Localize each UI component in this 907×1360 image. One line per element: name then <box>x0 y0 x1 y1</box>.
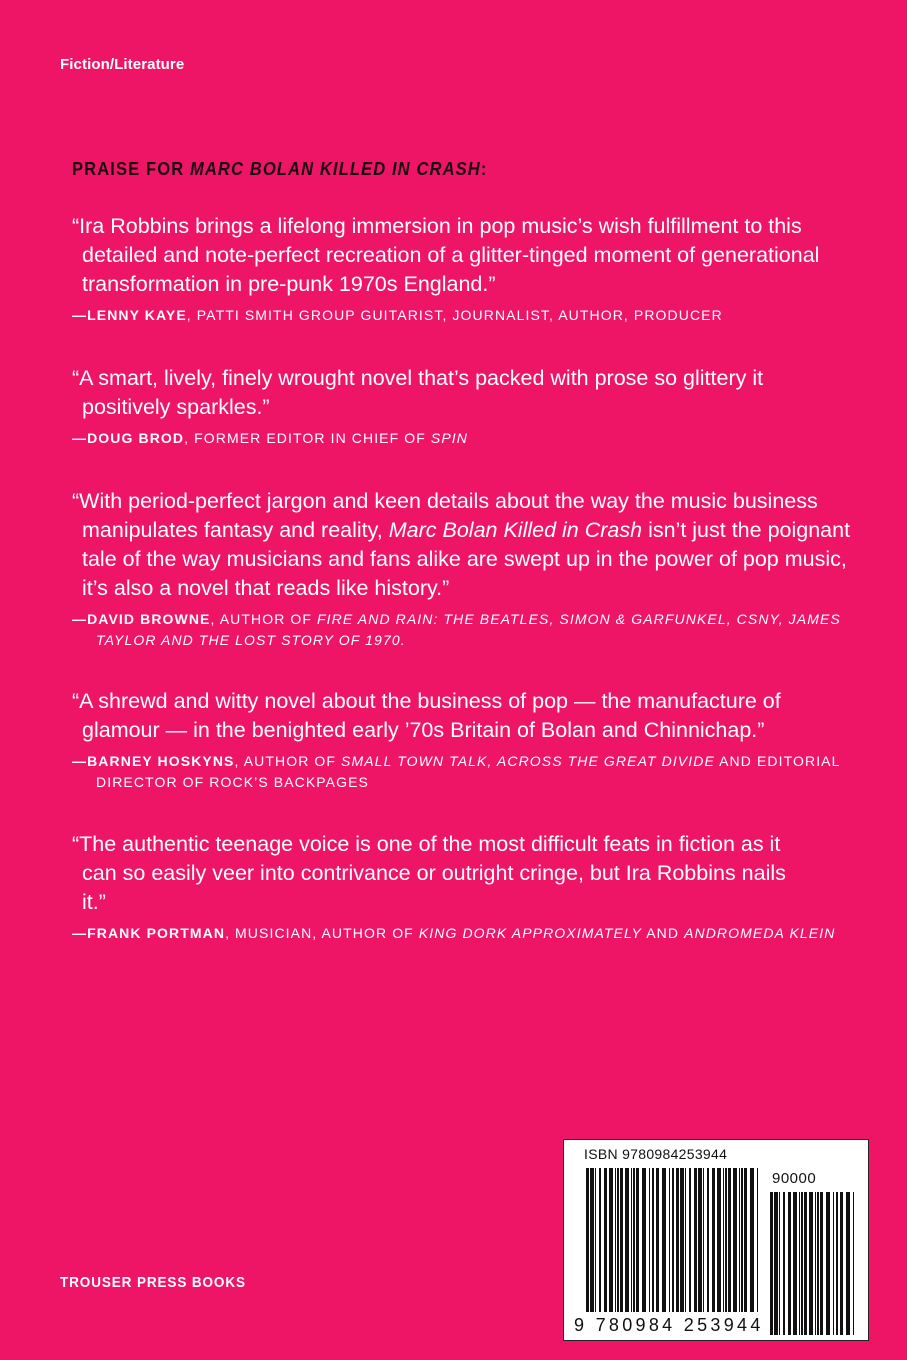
barcode-bar <box>815 1192 816 1335</box>
barcode-bar <box>689 1168 691 1312</box>
praise-heading-prefix: PRAISE FOR <box>72 159 190 179</box>
attribution-name: —BARNEY HOSKYNS <box>72 753 235 769</box>
barcode-bar <box>717 1168 721 1312</box>
barcode-bar <box>604 1168 607 1312</box>
barcode-bar <box>793 1192 797 1335</box>
barcode-bar <box>817 1192 819 1335</box>
barcode-bar <box>826 1192 830 1335</box>
blurb-lenny-kaye <box>72 212 852 326</box>
barcode-bars <box>564 1140 868 1340</box>
barcode-bar <box>633 1168 635 1312</box>
barcode-bar <box>733 1168 737 1312</box>
blurb-text <box>72 487 852 603</box>
barcode-bar <box>779 1192 780 1335</box>
attribution-role: , FORMER EDITOR IN CHIEF OF <box>184 430 431 446</box>
barcode-bar <box>723 1168 724 1312</box>
praise-heading-suffix: : <box>480 159 488 179</box>
barcode-bar <box>636 1168 639 1312</box>
blurb-text-part: isn’t just the poignant tale of the way musicians and fans alike are swept up in the power of pop music, it’s also a novel that reads like history.” <box>82 518 851 600</box>
blurb-attribution <box>72 751 852 793</box>
barcode-bar <box>586 1168 589 1312</box>
attribution-role: , PATTI SMITH GROUP GUITARIST, JOURNALIST, AUTHOR, PRODUCER <box>186 307 723 323</box>
barcode-bar <box>840 1192 843 1335</box>
attribution-role-extra: AND <box>642 925 685 941</box>
barcode-bar <box>774 1192 778 1335</box>
barcode-bar <box>799 1192 800 1335</box>
barcode-bar <box>728 1168 731 1312</box>
barcode-bar <box>801 1192 803 1335</box>
attribution-work: FIRE AND RAIN: THE BEATLES, SIMON & GARFUNKEL, CSNY, JAMES TAYLOR AND THE LOST STORY OF 1970. <box>96 611 841 648</box>
barcode-bar <box>615 1168 616 1312</box>
attribution-work: KING DORK APPROXIMATELY <box>418 925 642 941</box>
praise-heading-title: MARC BOLAN KILLED IN CRASH <box>189 159 481 179</box>
barcode-bar <box>804 1192 807 1335</box>
barcode-bar <box>712 1168 715 1312</box>
barcode-bar <box>833 1192 834 1335</box>
barcode-bar <box>620 1168 623 1312</box>
blurb-doug-brod <box>72 364 852 449</box>
barcode-bar <box>590 1168 594 1312</box>
barcode-bar <box>672 1168 674 1312</box>
attribution-role: , MUSICIAN, AUTHOR OF <box>225 925 419 941</box>
barcode-bar <box>744 1168 747 1312</box>
blurb-frank-portman <box>72 830 852 944</box>
barcode-bar <box>652 1168 654 1312</box>
barcode-bar <box>656 1168 659 1312</box>
blurb-attribution <box>72 609 852 651</box>
barcode-bar <box>649 1168 650 1312</box>
barcode-bar <box>741 1168 743 1312</box>
attribution-work-extra: ANDROMEDA KLEIN <box>684 925 836 941</box>
barcode-bar <box>846 1192 850 1335</box>
blurb-text: “A shrewd and witty novel about the business of pop — the manufacture of glamour — in the benighted early ’70s Britain of Bolan and Chinnichap.” <box>72 689 781 742</box>
blurb-attribution <box>72 923 852 944</box>
barcode-bar <box>783 1192 785 1335</box>
barcode-bar <box>739 1168 740 1312</box>
attribution-name: —DOUG BROD <box>72 430 185 446</box>
barcode-bar <box>725 1168 727 1312</box>
price-code: 90000 <box>772 1170 817 1187</box>
barcode-bar <box>788 1192 791 1335</box>
blurb-david-browne <box>72 487 852 651</box>
barcode-bar <box>680 1168 684 1312</box>
barcode-bar <box>609 1168 613 1312</box>
isbn-barcode <box>563 1139 869 1341</box>
barcode-bar <box>836 1192 838 1335</box>
blurb-attribution <box>72 305 852 326</box>
praise-heading <box>72 159 487 180</box>
attribution-role-extra: AND EDITORIAL DIRECTOR OF ROCK’S BACKPAGES <box>96 753 840 790</box>
barcode-bar <box>676 1168 679 1312</box>
barcode-bar <box>703 1168 704 1312</box>
attribution-name: —LENNY KAYE <box>72 307 187 323</box>
barcode-bar <box>820 1192 823 1335</box>
barcode-bar <box>631 1168 632 1312</box>
publisher-name: TROUSER PRESS BOOKS <box>60 1274 246 1291</box>
blurb-text: “Ira Robbins brings a lifelong immersion in pop music’s wish fulfillment to this detailed and note-perfect recreation of a glitter-tinged moment of generational transformation in pre-punk 1970s England.” <box>72 214 820 296</box>
barcode-bar <box>599 1168 601 1312</box>
blurb-barney-hoskyns <box>72 687 852 793</box>
barcode-bar <box>707 1168 709 1312</box>
attribution-role: , AUTHOR OF <box>210 611 318 627</box>
barcode-bar <box>642 1168 646 1312</box>
barcode-bar <box>617 1168 619 1312</box>
attribution-name: —FRANK PORTMAN <box>72 925 226 941</box>
attribution-role: , AUTHOR OF <box>234 753 342 769</box>
barcode-bar <box>853 1192 854 1335</box>
barcode-bar <box>750 1168 754 1312</box>
barcode-bar <box>662 1168 666 1312</box>
category-label: Fiction/Literature <box>60 56 185 73</box>
barcode-bar <box>625 1168 629 1312</box>
blurb-text-part: “With period-perfect jargon and keen details about the way the music business manipulates fantasy and reality, <box>72 489 818 542</box>
isbn-label: ISBN 9780984253944 <box>584 1146 728 1162</box>
attribution-work: SPIN <box>430 430 468 446</box>
attribution-work: SMALL TOWN TALK, ACROSS THE GREAT DIVIDE <box>341 753 715 769</box>
barcode-bar <box>757 1168 758 1312</box>
attribution-name: —DAVID BROWNE <box>72 611 211 627</box>
barcode-bar <box>770 1192 773 1335</box>
barcode-bar <box>685 1168 686 1312</box>
blurb-text: “A smart, lively, finely wrought novel that’s packed with prose so glittery it positively sparkles.” <box>72 366 764 419</box>
blurb-book-title: Marc Bolan Killed in Crash <box>388 518 643 542</box>
barcode-bar <box>809 1192 813 1335</box>
barcode-bar <box>698 1168 702 1312</box>
barcode-bar <box>669 1168 670 1312</box>
barcode-bar <box>694 1168 697 1312</box>
barcode-bar <box>595 1168 596 1312</box>
ean-digits: 9 780984 253944 <box>574 1315 764 1335</box>
blurb-attribution <box>72 428 852 449</box>
blurb-text: “The authentic teenage voice is one of the most difficult feats in fiction as it can so easily veer into contrivance or outright cringe, but Ira Robbins nails it.” <box>72 832 786 914</box>
